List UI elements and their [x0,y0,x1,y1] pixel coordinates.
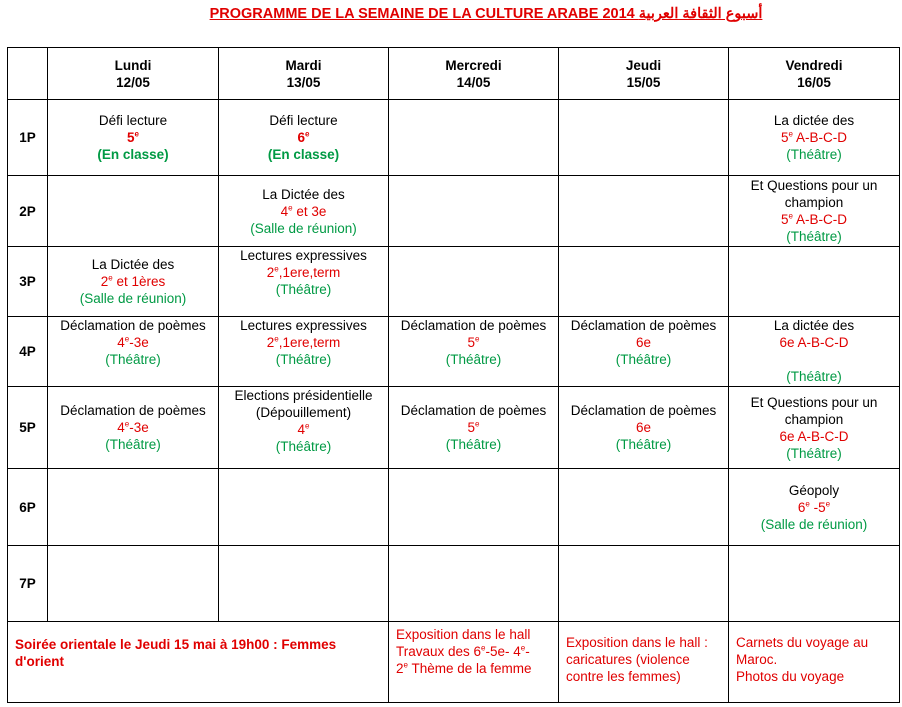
day-header-vendredi: Vendredi 16/05 [729,48,900,100]
period-row [8,469,900,546]
schedule-cell: Défi lecture 6e (En classe) [219,100,389,176]
exposition-mercredi: Exposition dans le hall Travaux des 6e-5e- 4e- 2e Thème de la femme [389,622,559,703]
schedule-cell: Lectures expressives 2e,1ere,term (Théâtre) [219,247,389,317]
period-row [8,546,900,622]
schedule-cell: Lectures expressives 2e,1ere,term (Théâtre) [219,317,389,387]
schedule-cell [48,546,219,622]
period-row [8,100,900,176]
schedule-cell [729,546,900,622]
period-row [8,247,900,317]
exposition-jeudi: Exposition dans le hall : caricatures (violence contre les femmes) [559,622,729,703]
schedule-cell [389,100,559,176]
period-label: 6P [8,469,48,546]
schedule-cell: Et Questions pour un champion 5e A-B-C-D (Théâtre) [729,176,900,247]
schedule-cell: Déclamation de poèmes 4e-3e (Théâtre) [48,317,219,387]
schedule-cell [729,247,900,317]
period-label: 2P [8,176,48,247]
day-header-mardi: Mardi 13/05 [219,48,389,100]
schedule-cell [389,469,559,546]
soiree-note: Soirée orientale le Jeudi 15 mai à 19h00 : Femmes d'orient [8,622,389,703]
period-row [8,176,900,247]
schedule-cell: La dictée des 5e A-B-C-D (Théâtre) [729,100,900,176]
period-label: 4P [8,317,48,387]
schedule-cell: Déclamation de poèmes 6e (Théâtre) [559,387,729,469]
period-label: 7P [8,546,48,622]
period-label: 1P [8,100,48,176]
schedule-cell: La Dictée des 4e et 3e (Salle de réunion) [219,176,389,247]
schedule-cell: Et Questions pour un champion 6e A-B-C-D (Théâtre) [729,387,900,469]
schedule-cell [559,469,729,546]
period-row [8,317,900,387]
schedule-cell [389,546,559,622]
schedule-cell: Elections présidentielle (Dépouillement) 4e (Théâtre) [219,387,389,469]
carnets-vendredi: Carnets du voyage au Maroc. Photos du voyage [729,622,900,703]
schedule-cell: Déclamation de poèmes 4e-3e (Théâtre) [48,387,219,469]
schedule-cell [389,176,559,247]
schedule-cell: Déclamation de poèmes 6e (Théâtre) [559,317,729,387]
day-header-mercredi: Mercredi 14/05 [389,48,559,100]
schedule-cell [559,176,729,247]
schedule-cell [559,546,729,622]
schedule-cell [219,469,389,546]
schedule-cell [48,176,219,247]
schedule-cell [559,100,729,176]
footer-row [8,622,900,703]
corner-cell [8,48,48,100]
page-title: PROGRAMME DE LA SEMAINE DE LA CULTURE ARABE 2014 أسبوع الثقافة العربية [209,6,763,22]
day-header-jeudi: Jeudi 15/05 [559,48,729,100]
schedule-cell [48,469,219,546]
day-header-lundi: Lundi 12/05 [48,48,219,100]
schedule-cell [389,247,559,317]
schedule-cell: Géopoly 6e -5e (Salle de réunion) [729,469,900,546]
period-label: 3P [8,247,48,317]
schedule-cell: La dictée des 6e A-B-C-D (Théâtre) [729,317,900,387]
schedule-cell [559,247,729,317]
schedule-cell [219,546,389,622]
schedule-table [7,47,900,703]
period-row [8,387,900,469]
period-label: 5P [8,387,48,469]
header-row [8,48,900,100]
schedule-cell: Défi lecture 5e (En classe) [48,100,219,176]
schedule-cell: Déclamation de poèmes 5e (Théâtre) [389,387,559,469]
schedule-cell: La Dictée des 2e et 1ères (Salle de réunion) [48,247,219,317]
schedule-cell: Déclamation de poèmes 5e (Théâtre) [389,317,559,387]
